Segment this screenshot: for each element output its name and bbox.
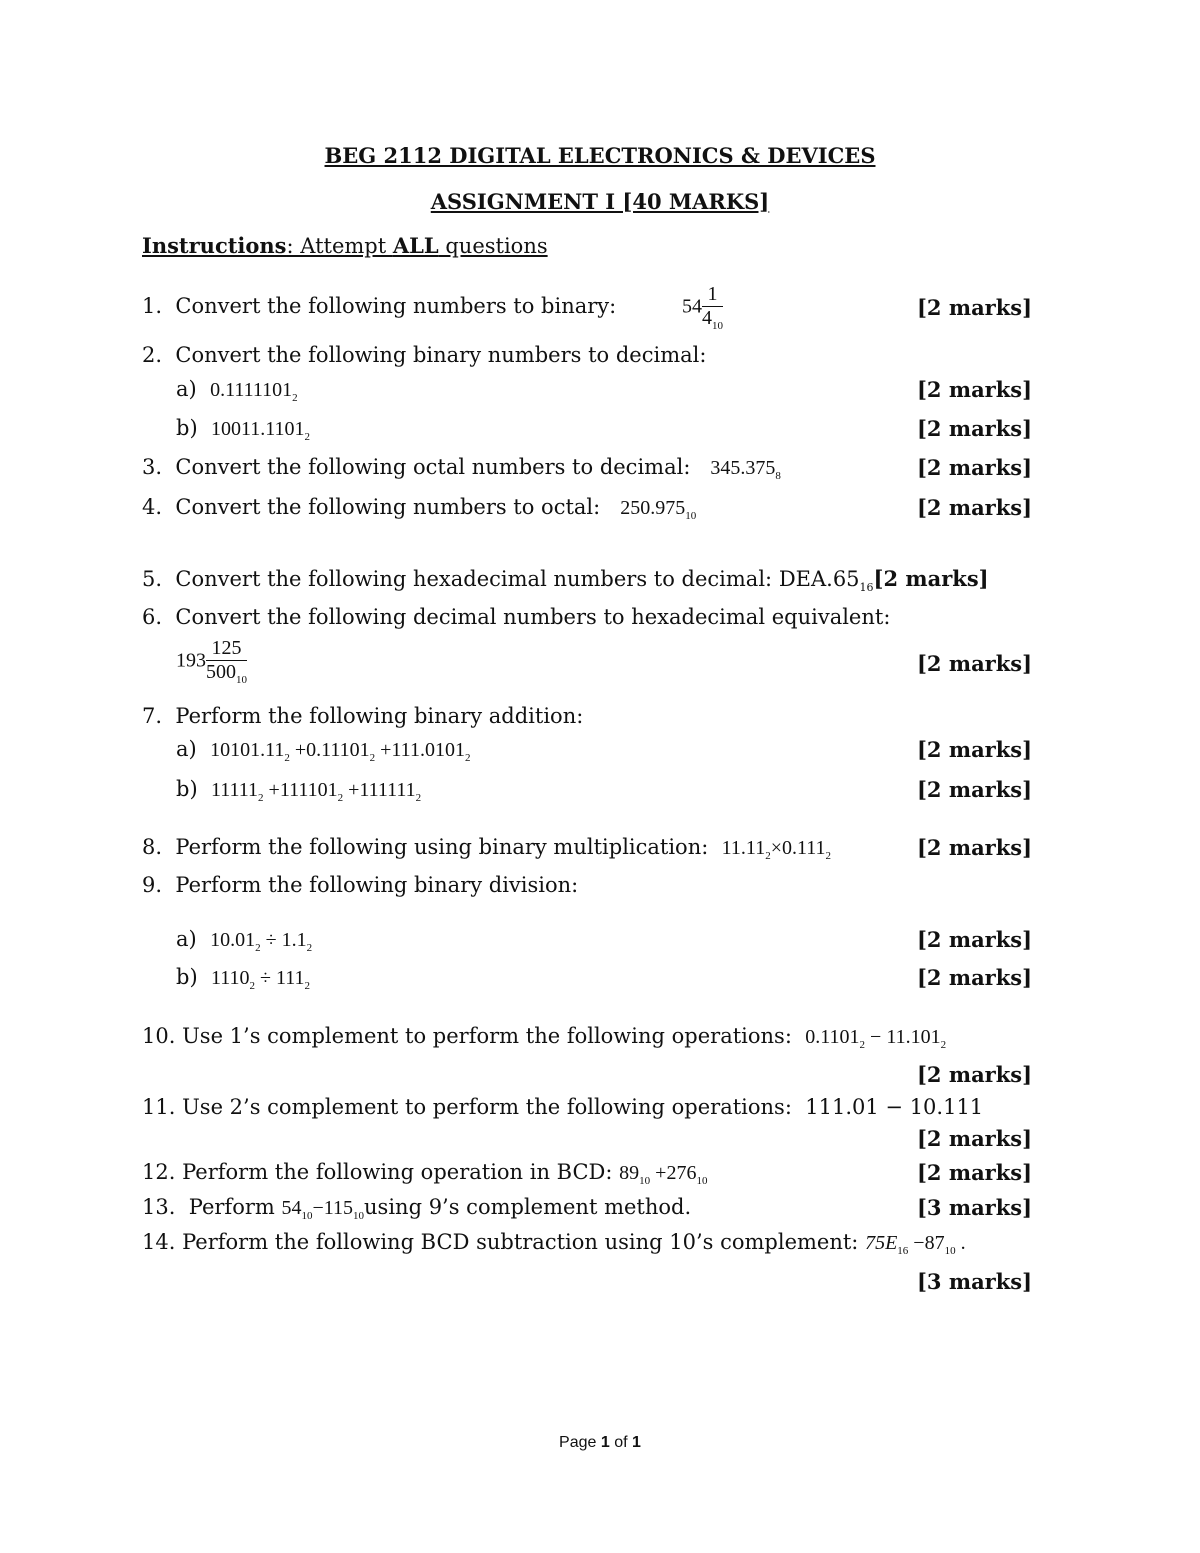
instructions-line: Instructions: Attempt ALL questions — [142, 233, 548, 258]
q4-marks: [2 marks] — [917, 495, 1033, 520]
q13-marks: [3 marks] — [917, 1195, 1033, 1220]
q2a: a) $0.1111101_2$ — [176, 377, 298, 404]
q1-expression: 54 $\frac{1}{4_{10}}$ — [682, 283, 723, 332]
q12-marks: [2 marks] — [917, 1160, 1033, 1185]
question-1: 1. Convert the following numbers to binary: — [142, 294, 617, 318]
question-6: 6. Convert the following decimal numbers to hexadecimal equivalent: — [142, 605, 891, 629]
question-3: 3. Convert the following octal numbers to decimal: $345.375_8$ — [142, 455, 781, 482]
q1-marks: [2 marks] — [917, 295, 1033, 320]
q9b-marks: [2 marks] — [917, 965, 1033, 990]
q6-expression: 193 $\frac{125}{500_{10}}$ — [176, 637, 247, 686]
question-2: 2. Convert the following binary numbers to decimal: — [142, 343, 707, 367]
question-8: 8. Perform the following using binary multiplication: $11.11_2\times 0.111_2$ — [142, 835, 831, 862]
document-title: BEG 2112 DIGITAL ELECTRONICS & DEVICES — [324, 143, 876, 168]
instructions-label: Instructions — [142, 233, 287, 258]
q10-marks: [2 marks] — [917, 1062, 1033, 1087]
assignment-heading: ASSIGNMENT I [40 MARKS] — [430, 189, 770, 214]
q14-marks: [3 marks] — [917, 1269, 1033, 1294]
q7b-marks: [2 marks] — [917, 777, 1033, 802]
q8-marks: [2 marks] — [917, 835, 1033, 860]
q3-marks: [2 marks] — [917, 455, 1033, 480]
q5-marks: [2 marks] — [873, 566, 989, 591]
q7a-marks: [2 marks] — [917, 737, 1033, 762]
q2a-marks: [2 marks] — [917, 377, 1033, 402]
instructions-emphasis: ALL — [392, 233, 439, 258]
question-12: 12. Perform the following operation in BCD: $89_{10} +276_{10}$ — [142, 1160, 708, 1187]
q6-marks: [2 marks] — [917, 651, 1033, 676]
question-14: 14. Perform the following BCD subtraction using 10’s complement: $75E_{16} -87_{10}$ . — [142, 1230, 966, 1257]
page-footer: Page 1 of 1 — [559, 1434, 641, 1451]
question-9: 9. Perform the following binary division: — [142, 873, 579, 897]
q7a: a) $10101.11_2 +0.11101_2 +111.0101_2$ — [176, 737, 471, 764]
question-7: 7. Perform the following binary addition: — [142, 704, 584, 728]
q9b: b) $1110_2 \div 111_2$ — [176, 965, 311, 992]
q9a-marks: [2 marks] — [917, 927, 1033, 952]
question-10: 10. Use 1’s complement to perform the following operations: $0.1101_2 - 11.101_2$ — [142, 1024, 947, 1051]
question-4: 4. Convert the following numbers to octal: $250.975_{10}$ — [142, 495, 697, 522]
q11-marks: [2 marks] — [917, 1126, 1033, 1151]
q2b: b) $10011.1101_2$ — [176, 416, 311, 443]
question-5: 5. Convert the following hexadecimal numbers to decimal: $DEA.65_{16}[2$ marks] — [142, 566, 989, 594]
q2b-marks: [2 marks] — [917, 416, 1033, 441]
q9a: a) $10.01_2 \div 1.1_2$ — [176, 927, 313, 954]
q7b: b) $11111_2 +111101_2 +111111_2$ — [176, 777, 422, 804]
question-13: 13. Perform $54_{10}-115_{10}using$ 9’s complement method. — [142, 1195, 692, 1222]
question-11: 11. Use 2’s complement to perform the following operations: 111.01 − 10.111 — [142, 1095, 984, 1119]
